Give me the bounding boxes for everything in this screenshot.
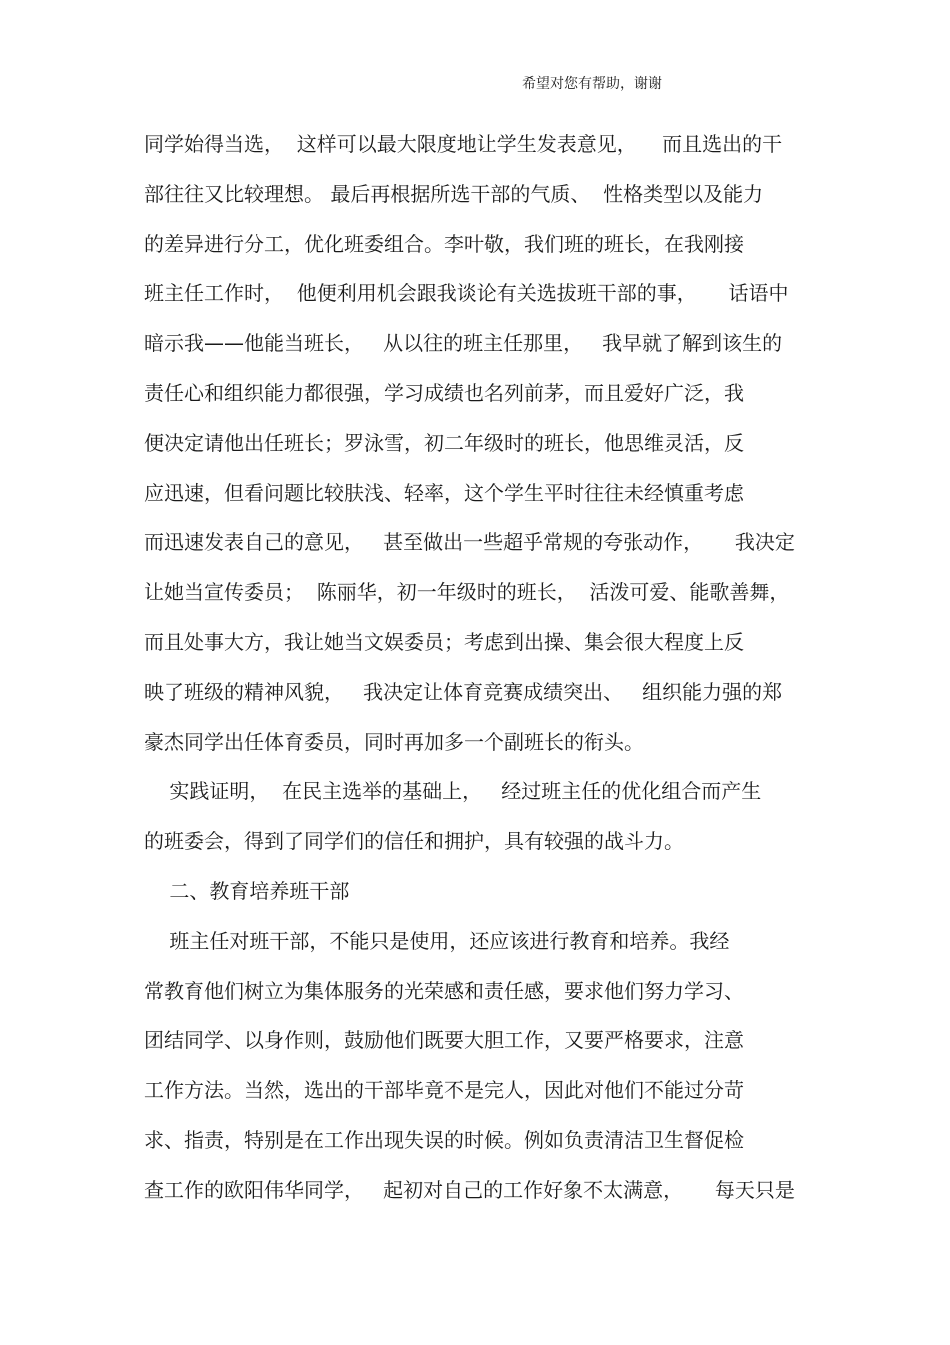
text-line: 责任心和组织能力都很强，学习成绩也名列前茅，而且爱好广泛，我 (144, 381, 744, 405)
text-line: 而迅速发表自己的意见， 甚至做出一些超乎常规的夸张动作， 我决定 (144, 530, 795, 555)
text-line: 同学始得当选， 这样可以最大限度地让学生发表意见， 而且选出的干 (144, 132, 783, 156)
text-line: 的班委会，得到了同学们的信任和拥护，具有较强的战斗力。 (144, 829, 684, 854)
text-line: 常教育他们树立为集体服务的光荣感和责任感，要求他们努力学习、 (144, 978, 744, 1003)
text-line: 便决定请他出任班长；罗泳雪，初二年级时的班长，他思维灵活，反 (144, 430, 744, 455)
page-header-note: 希望对您有帮助，谢谢 (522, 76, 662, 92)
text-line: 豪杰同学出任体育委员，同时再加多一个副班长的衔头。 (144, 729, 644, 754)
text-line: 暗示我——他能当班长， 从以往的班主任那里， 我早就了解到该生的 (144, 331, 783, 356)
text-line: 实践证明， 在民主选举的基础上， 经过班主任的优化组合而产生 (144, 779, 762, 804)
text-line: 团结同学、以身作则，鼓励他们既要大胆工作，又要严格要求，注意 (144, 1028, 744, 1053)
text-line: 求、指责，特别是在工作出现失误的时候。例如负责清洁卫生督促检 (144, 1128, 744, 1152)
text-line: 部往往又比较理想。 最后再根据所选干部的气质、 性格类型以及能力 (144, 181, 764, 206)
text-line: 班主任对班干部，不能只是使用，还应该进行教育和培养。我经 (144, 928, 730, 953)
text-line: 查工作的欧阳伟华同学， 起初对自己的工作好象不太满意， 每天只是 (144, 1177, 795, 1202)
text-line: 工作方法。当然，选出的干部毕竟不是完人，因此对他们不能过分苛 (144, 1078, 744, 1103)
text-line: 让她当宣传委员； 陈丽华，初一年级时的班长， 活泼可爱、能歌善舞， (144, 580, 790, 605)
text-line: 二、教育培养班干部 (144, 879, 350, 903)
text-line: 应迅速，但看问题比较肤浅、轻率，这个学生平时往往未经慎重考虑 (144, 480, 744, 505)
text-line: 映了班级的精神风貌， 我决定让体育竞赛成绩突出、 组织能力强的郑 (144, 679, 783, 704)
text-line: 而且处事大方，我让她当文娱委员；考虑到出操、集会很大程度上反 (144, 630, 744, 654)
text-line: 班主任工作时， 他便利用机会跟我谈论有关选拔班干部的事， 话语中 (144, 281, 789, 306)
text-line: 的差异进行分工，优化班委组合。李叶敬，我们班的班长，在我刚接 (144, 231, 744, 256)
